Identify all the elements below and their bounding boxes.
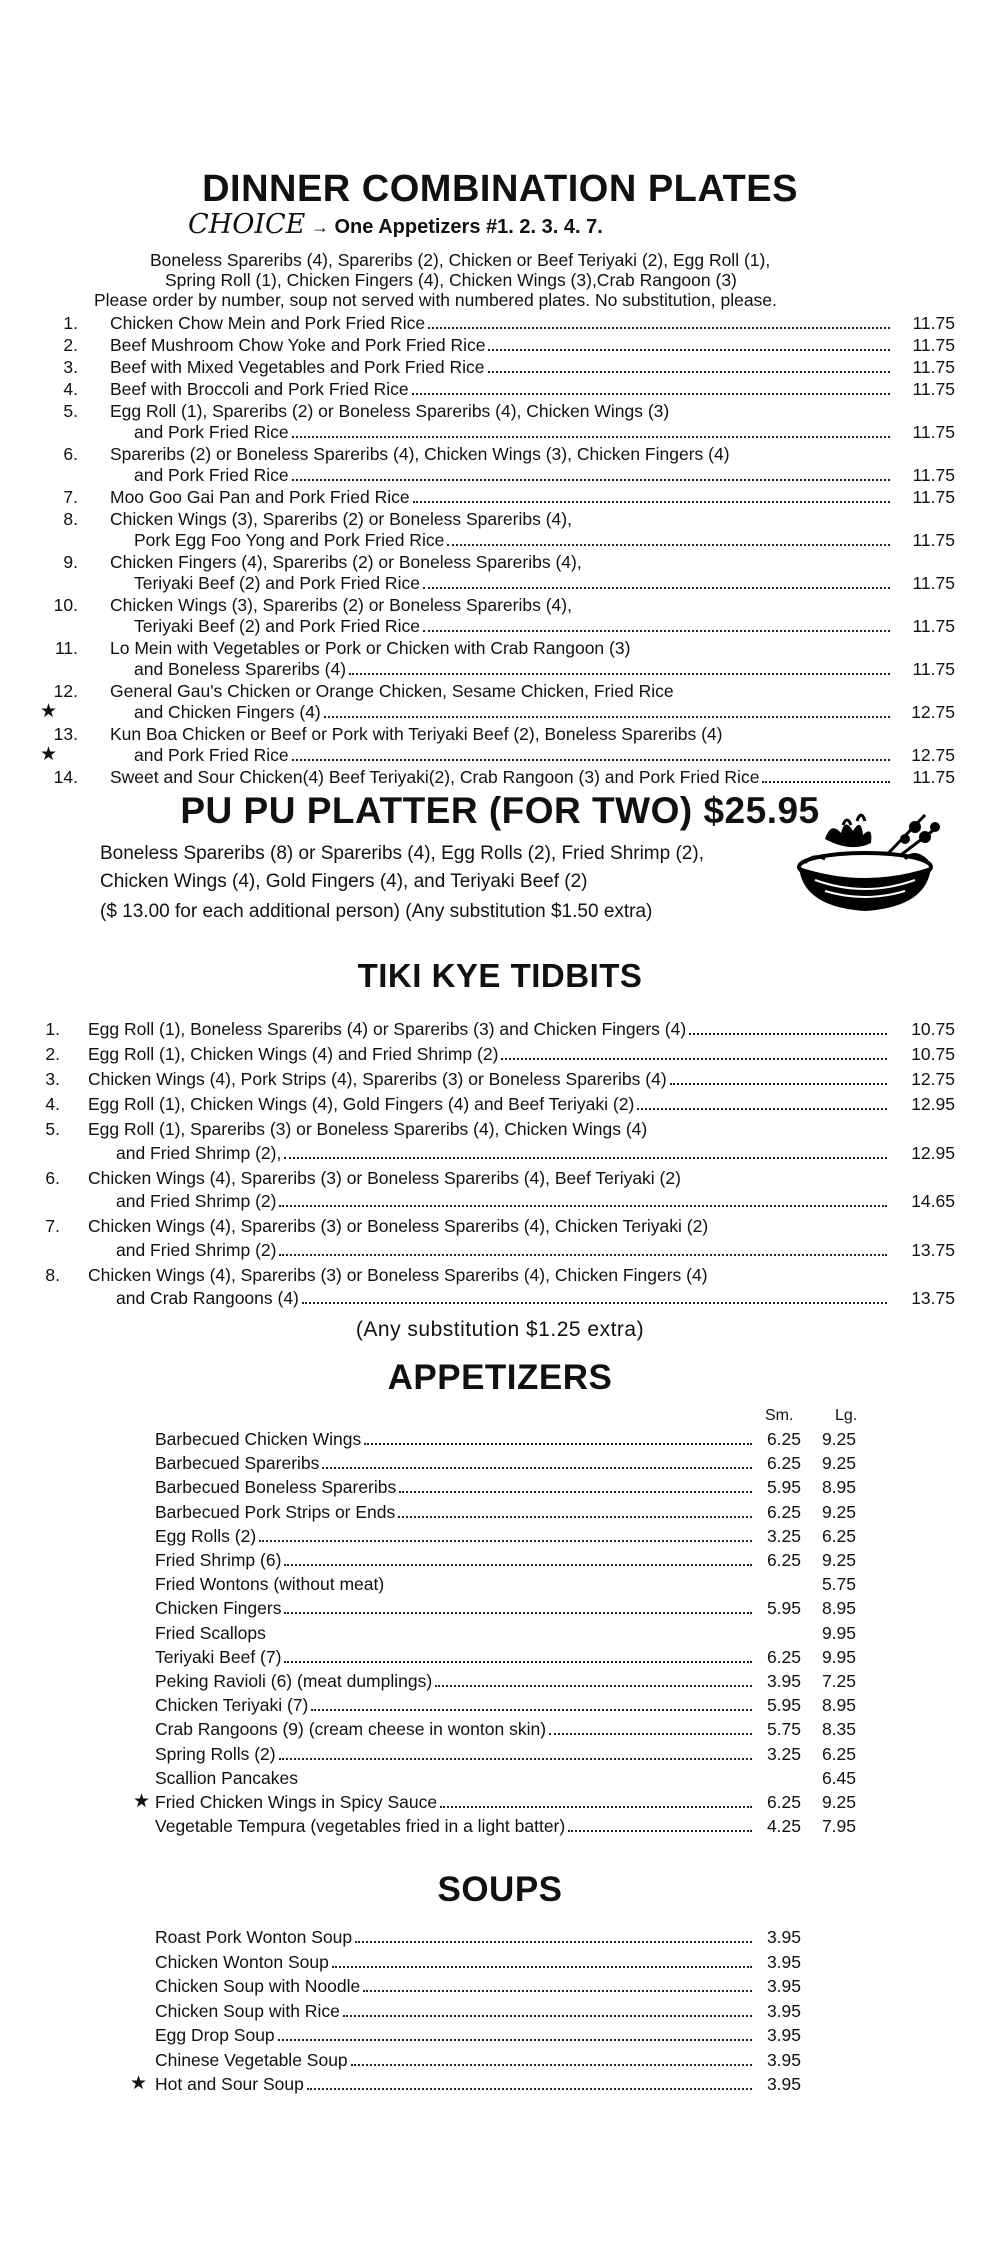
item-description-line-with-price xyxy=(88,1018,890,1040)
appetizer-row xyxy=(155,1525,755,1547)
dot-leader xyxy=(279,1758,752,1760)
dot-leader xyxy=(292,436,890,438)
dot-leader xyxy=(284,1157,887,1159)
soup-row xyxy=(155,1926,755,1948)
dot-leader xyxy=(428,327,890,329)
soup-name: Egg Drop Soup xyxy=(155,2025,275,2045)
dot-leader xyxy=(278,2039,752,2041)
item-description-line-with-price xyxy=(116,1190,890,1212)
dinner-choice-line xyxy=(188,209,603,240)
appetizer-name: Barbecued Chicken Wings xyxy=(155,1429,362,1449)
choice-text: One Appetizers #1. 2. 3. 4. 7. xyxy=(334,216,603,238)
item-description: Chicken Wings (3), Spareribs (2) or Boneless Spareribs (4), xyxy=(110,509,572,529)
item-number: 14. xyxy=(53,767,78,787)
soup-price: 3.95 xyxy=(766,2049,801,2070)
dot-leader xyxy=(447,544,890,546)
appetizer-name: Crab Rangoons (9) (cream cheese in wonton skin) xyxy=(155,1719,547,1740)
item-description-line-with-price xyxy=(88,1093,890,1115)
appetizer-price-small: 6.25 xyxy=(766,1550,801,1570)
item-description-line xyxy=(110,400,669,422)
item-description: Teriyaki Beef (2) and Pork Fried Rice xyxy=(134,573,420,593)
dot-leader xyxy=(343,2015,752,2017)
appetizer-price-small: 6.25 xyxy=(766,1453,801,1474)
item-description-line-with-price xyxy=(88,1068,890,1090)
appetizer-price-large: 9.95 xyxy=(821,1622,856,1643)
item-price: 10.75 xyxy=(911,1019,955,1039)
dot-leader xyxy=(284,1661,752,1663)
appetizer-price-large: 6.25 xyxy=(821,1743,856,1764)
item-number: 5. xyxy=(45,1119,60,1139)
appetizer-row xyxy=(155,1476,755,1498)
dot-leader xyxy=(302,1302,887,1304)
appetizer-price-large: 8.95 xyxy=(821,1477,856,1498)
item-price: 11.75 xyxy=(912,616,955,636)
item-description-line-with-price xyxy=(116,1287,890,1309)
dot-leader xyxy=(501,1058,887,1060)
soup-price: 3.95 xyxy=(766,1976,801,1996)
appetizer-price-large: 6.45 xyxy=(821,1767,856,1788)
dot-leader xyxy=(670,1083,887,1085)
item-description: Chicken Chow Mein and Pork Fried Rice xyxy=(110,313,426,333)
dot-leader xyxy=(435,1685,752,1687)
item-number: 13. xyxy=(53,724,78,744)
item-number: 3. xyxy=(63,357,78,377)
item-description: Beef Mushroom Chow Yoke and Pork Fried Rice xyxy=(110,335,486,355)
appetizer-name: Egg Rolls (2) xyxy=(155,1525,257,1546)
item-price: 11.75 xyxy=(912,357,955,377)
appetizer-name: Barbecued Pork Strips or Ends xyxy=(155,1501,396,1522)
item-description-line xyxy=(110,508,572,530)
item-description: Teriyaki Beef (2) and Pork Fried Rice xyxy=(134,616,420,636)
dot-leader xyxy=(351,2064,752,2066)
item-description-line-with-price xyxy=(116,1239,890,1261)
item-number: 7. xyxy=(63,487,78,507)
item-description: Lo Mein with Vegetables or Pork or Chicken with Crab Rangoon (3) xyxy=(110,638,631,658)
item-number: 3. xyxy=(45,1069,60,1089)
item-description-line-with-price xyxy=(134,464,893,486)
dot-leader xyxy=(311,1709,752,1711)
appetizer-row xyxy=(155,1501,755,1523)
dot-leader xyxy=(637,1108,887,1110)
appetizers-col-sm: Sm. xyxy=(765,1407,794,1424)
appetizer-name: Spring Rolls (2) xyxy=(155,1743,276,1764)
item-price: 11.75 xyxy=(912,465,955,485)
soup-price: 3.95 xyxy=(766,2025,801,2045)
appetizer-name: Scallion Pancakes xyxy=(155,1767,298,1788)
appetizer-row xyxy=(155,1694,755,1716)
soup-name: Roast Pork Wonton Soup xyxy=(155,1927,353,1947)
appetizer-row xyxy=(155,1622,845,1644)
item-number: 2. xyxy=(63,335,78,355)
item-description-line-with-price xyxy=(134,701,893,723)
item-description: Sweet and Sour Chicken(4) Beef Teriyaki(2), Crab Rangoon (3) and Pork Fried Rice xyxy=(110,767,760,787)
pupu-line-2: Chicken Wings (4), Gold Fingers (4), and Teriyaki Beef (2) xyxy=(100,871,588,892)
item-number: 2. xyxy=(45,1044,60,1064)
tiki-title: TIKI KYE TIDBITS xyxy=(357,957,643,994)
item-number: 8. xyxy=(45,1264,60,1285)
dot-leader xyxy=(292,479,890,481)
handwritten-choice: CHOICE xyxy=(188,209,306,240)
dot-leader xyxy=(689,1033,887,1035)
appetizer-price-large: 9.95 xyxy=(821,1646,856,1667)
appetizer-price-large: 8.95 xyxy=(821,1598,856,1619)
item-description: Egg Roll (1), Spareribs (3) or Boneless Spareribs (4), Chicken Wings (4) xyxy=(88,1119,648,1139)
item-description: and Pork Fried Rice xyxy=(134,422,289,442)
appetizer-row xyxy=(155,1718,755,1740)
item-description: Egg Roll (1), Boneless Spareribs (4) or Spareribs (3) and Chicken Fingers (4) xyxy=(88,1019,687,1039)
item-price: 11.75 xyxy=(912,487,955,507)
appetizer-row xyxy=(155,1791,755,1813)
item-description-line-with-price xyxy=(110,766,893,788)
dot-leader xyxy=(259,1540,752,1542)
item-number: 6. xyxy=(45,1167,60,1188)
soup-name: Chicken Soup with Noodle xyxy=(155,1976,361,1996)
appetizer-price-large: 8.95 xyxy=(821,1695,856,1716)
item-description-line-with-price xyxy=(134,744,893,766)
item-number: 6. xyxy=(63,444,78,464)
item-number: 4. xyxy=(63,379,78,399)
pupu-line-1: Boneless Spareribs (8) or Spareribs (4), Egg Rolls (2), Fried Shrimp (2), xyxy=(100,843,704,864)
appetizer-row xyxy=(155,1573,845,1595)
item-description: and Boneless Spareribs (4) xyxy=(134,659,347,679)
item-description-line-with-price xyxy=(110,356,893,378)
item-description: and Fried Shrimp (2) xyxy=(116,1191,277,1211)
item-description-line-with-price xyxy=(116,1142,890,1164)
appetizer-price-small: 4.25 xyxy=(766,1816,801,1837)
dot-leader xyxy=(292,759,890,761)
dot-leader xyxy=(399,1491,752,1493)
appetizer-name: Chicken Teriyaki (7) xyxy=(155,1695,309,1716)
appetizers-title: APPETIZERS xyxy=(387,1358,613,1397)
soup-row xyxy=(155,2024,755,2046)
item-description: Egg Roll (1), Chicken Wings (4), Gold Fingers (4) and Beef Teriyaki (2) xyxy=(88,1094,635,1114)
appetizer-name: Barbecued Boneless Spareribs xyxy=(155,1477,397,1498)
item-description: Beef with Mixed Vegetables and Pork Fried Rice xyxy=(110,357,485,377)
item-description-line-with-price xyxy=(110,486,893,508)
item-price: 11.75 xyxy=(912,530,955,550)
soup-name: Chicken Wonton Soup xyxy=(155,1951,329,1972)
item-number: 8. xyxy=(63,509,78,529)
item-number: 5. xyxy=(63,401,78,421)
appetizer-name: Chicken Fingers xyxy=(155,1598,282,1619)
soup-name: Chicken Soup with Rice xyxy=(155,2000,340,2021)
appetizer-row xyxy=(155,1670,755,1692)
item-price: 14.65 xyxy=(911,1191,955,1211)
dinner-note-2: Spring Roll (1), Chicken Fingers (4), Chicken Wings (3),Crab Rangoon (3) xyxy=(165,270,737,290)
appetizer-price-small: 5.95 xyxy=(766,1598,801,1619)
dot-leader xyxy=(355,1941,752,1943)
item-description: and Fried Shrimp (2) xyxy=(116,1239,277,1260)
item-price: 11.75 xyxy=(912,573,955,593)
soup-row xyxy=(155,2000,755,2022)
dot-leader xyxy=(762,781,890,783)
dot-leader xyxy=(549,1733,752,1735)
dot-leader xyxy=(279,1254,887,1256)
item-price: 12.95 xyxy=(911,1094,955,1114)
dot-leader xyxy=(284,1564,752,1566)
dot-leader xyxy=(568,1830,752,1832)
item-price: 11.75 xyxy=(912,659,955,679)
item-description-line-with-price xyxy=(110,378,893,400)
item-description-line xyxy=(110,723,722,745)
appetizer-price-small: 5.95 xyxy=(766,1695,801,1716)
appetizer-price-small: 3.95 xyxy=(766,1671,801,1691)
appetizer-row xyxy=(155,1743,755,1765)
item-description-line-with-price xyxy=(134,658,893,680)
appetizer-price-large: 8.35 xyxy=(821,1719,856,1740)
item-description: Spareribs (2) or Boneless Spareribs (4), Chicken Wings (3), Chicken Fingers (4) xyxy=(110,444,730,464)
dot-leader xyxy=(324,716,890,718)
choice-arrow-icon: → xyxy=(310,217,329,237)
soup-price: 3.95 xyxy=(766,1927,801,1947)
appetizer-name: Fried Shrimp (6) xyxy=(155,1550,282,1570)
item-description: Chicken Wings (4), Spareribs (3) or Boneless Spareribs (4), Chicken Fingers (4) xyxy=(88,1264,708,1285)
pupu-line-3: ($ 13.00 for each additional person) (Any substitution $1.50 extra) xyxy=(100,901,653,922)
item-description: Chicken Wings (4), Pork Strips (4), Spareribs (3) or Boneless Spareribs (4) xyxy=(88,1069,667,1089)
appetizer-name: Barbecued Spareribs xyxy=(155,1453,320,1474)
item-description-line-with-price xyxy=(134,572,893,594)
item-description: Chicken Wings (4), Spareribs (3) or Boneless Spareribs (4), Chicken Teriyaki (2) xyxy=(88,1216,709,1236)
dinner-title: DINNER COMBINATION PLATES xyxy=(202,168,798,210)
appetizer-row xyxy=(155,1815,755,1837)
appetizer-price-small: 3.25 xyxy=(766,1525,801,1546)
appetizer-price-small: 5.95 xyxy=(766,1477,801,1498)
item-description: and Pork Fried Rice xyxy=(134,745,289,765)
appetizer-price-large: 9.25 xyxy=(821,1501,856,1522)
dot-leader xyxy=(423,587,890,589)
soup-row xyxy=(155,1951,755,1973)
item-price: 12.75 xyxy=(911,702,955,722)
item-number: 10. xyxy=(53,595,78,615)
appetizer-price-large: 9.25 xyxy=(821,1453,856,1474)
item-number: 1. xyxy=(63,313,78,333)
appetizer-name: Fried Wontons (without meat) xyxy=(155,1574,385,1595)
item-description-line-with-price xyxy=(134,421,893,443)
item-description-line-with-price xyxy=(88,1043,890,1065)
appetizer-row xyxy=(155,1597,755,1619)
item-description: Kun Boa Chicken or Beef or Pork with Teriyaki Beef (2), Boneless Spareribs (4) xyxy=(110,724,723,744)
appetizer-price-small: 3.25 xyxy=(766,1743,801,1764)
appetizer-row xyxy=(155,1428,755,1450)
item-description: Egg Roll (1), Chicken Wings (4) and Fried Shrimp (2) xyxy=(88,1044,499,1064)
item-description: and Pork Fried Rice xyxy=(134,465,289,485)
item-price: 11.75 xyxy=(912,767,955,787)
soup-price: 3.95 xyxy=(766,1951,801,1972)
item-description: and Fried Shrimp (2), xyxy=(116,1142,282,1163)
item-description: Chicken Wings (4), Spareribs (3) or Boneless Spareribs (4), Beef Teriyaki (2) xyxy=(88,1167,681,1188)
item-price: 10.75 xyxy=(911,1044,955,1064)
appetizer-price-large: 9.25 xyxy=(821,1792,856,1812)
dot-leader xyxy=(440,1806,752,1808)
item-description-line xyxy=(110,551,582,573)
dot-leader xyxy=(412,393,890,395)
appetizer-price-large: 7.95 xyxy=(821,1816,856,1837)
dot-leader xyxy=(488,349,890,351)
appetizer-row xyxy=(155,1452,755,1474)
soup-row xyxy=(155,1975,755,1997)
item-description: and Crab Rangoons (4) xyxy=(116,1288,299,1308)
appetizer-row xyxy=(155,1549,755,1571)
dot-leader xyxy=(363,1990,752,1992)
dot-leader xyxy=(349,673,890,675)
dot-leader xyxy=(279,1205,887,1207)
dot-leader xyxy=(423,630,890,632)
item-number: 11. xyxy=(54,638,78,658)
item-description: Egg Roll (1), Spareribs (2) or Boneless Spareribs (4), Chicken Wings (3) xyxy=(110,401,670,421)
appetizer-price-small: 5.75 xyxy=(766,1719,801,1740)
soup-price: 3.95 xyxy=(766,2000,801,2021)
soup-name: Hot and Sour Soup xyxy=(155,2074,304,2094)
appetizer-price-large: 9.25 xyxy=(821,1550,856,1570)
item-price: 12.95 xyxy=(911,1142,955,1163)
soup-price: 3.95 xyxy=(766,2074,801,2094)
item-price: 11.75 xyxy=(912,422,955,442)
item-number: 12. xyxy=(53,681,78,701)
dot-leader xyxy=(488,371,891,373)
soup-row xyxy=(155,2073,755,2095)
item-price: 13.75 xyxy=(911,1288,955,1308)
dot-leader xyxy=(413,501,890,503)
item-description: Moo Goo Gai Pan and Pork Fried Rice xyxy=(110,487,410,507)
appetizers-col-lg: Lg. xyxy=(835,1407,858,1424)
item-number: 9. xyxy=(63,552,78,572)
item-description-line-with-price xyxy=(110,312,893,334)
star-icon: ★ xyxy=(133,1791,151,1812)
item-description-line-with-price xyxy=(134,615,893,637)
appetizer-row xyxy=(155,1767,845,1789)
item-description: Chicken Wings (3), Spareribs (2) or Boneless Spareribs (4), xyxy=(110,595,572,615)
appetizer-row xyxy=(155,1646,755,1668)
soups-title: SOUPS xyxy=(437,1870,563,1909)
star-icon: ★ xyxy=(130,2073,148,2094)
item-price: 12.75 xyxy=(911,1069,955,1089)
item-description-line xyxy=(88,1264,708,1286)
pupu-platter-illustration xyxy=(785,805,945,925)
item-description-line xyxy=(88,1118,647,1140)
item-description-line xyxy=(88,1167,681,1189)
dot-leader xyxy=(332,1966,752,1968)
appetizer-price-large: 6.25 xyxy=(821,1525,856,1546)
item-description-line-with-price xyxy=(134,529,893,551)
tiki-note: (Any substitution $1.25 extra) xyxy=(355,1318,645,1341)
soup-row xyxy=(155,2049,755,2071)
appetizer-name: Peking Ravioli (6) (meat dumplings) xyxy=(155,1671,433,1691)
star-icon: ★ xyxy=(40,744,58,765)
pupu-title: PU PU PLATTER (FOR TWO) $25.95 xyxy=(180,790,820,831)
item-description-line-with-price xyxy=(110,334,893,356)
appetizer-price-large: 5.75 xyxy=(821,1574,856,1595)
item-price: 11.75 xyxy=(912,379,955,399)
soup-name: Chinese Vegetable Soup xyxy=(155,2049,348,2070)
item-number: 7. xyxy=(45,1216,60,1236)
appetizer-price-small: 6.25 xyxy=(766,1792,801,1812)
item-description-line xyxy=(110,637,630,659)
item-price: 11.75 xyxy=(912,313,955,333)
dot-leader xyxy=(364,1443,752,1445)
appetizer-name: Vegetable Tempura (vegetables fried in a light batter) xyxy=(155,1816,566,1837)
star-icon: ★ xyxy=(40,701,58,722)
item-description-line xyxy=(88,1215,708,1237)
appetizer-price-small: 6.25 xyxy=(766,1646,801,1667)
item-price: 11.75 xyxy=(912,335,955,355)
item-number: 4. xyxy=(45,1094,60,1114)
appetizer-name: Fried Scallops xyxy=(155,1622,266,1643)
item-price: 12.75 xyxy=(911,745,955,765)
item-description: Pork Egg Foo Yong and Pork Fried Rice xyxy=(134,530,445,550)
dinner-note-1: Boneless Spareribs (4), Spareribs (2), Chicken or Beef Teriyaki (2), Egg Roll (1), xyxy=(150,250,771,270)
appetizer-price-large: 7.25 xyxy=(821,1671,856,1691)
item-description-line xyxy=(110,443,730,465)
item-price: 13.75 xyxy=(911,1239,955,1260)
appetizer-price-small: 6.25 xyxy=(766,1429,801,1449)
dot-leader xyxy=(322,1467,752,1469)
item-description: Beef with Broccoli and Pork Fried Rice xyxy=(110,379,409,399)
dot-leader xyxy=(398,1516,752,1518)
appetizer-price-small: 6.25 xyxy=(766,1501,801,1522)
item-description-line xyxy=(110,594,572,616)
appetizer-name: Fried Chicken Wings in Spicy Sauce xyxy=(155,1792,438,1812)
appetizer-name: Teriyaki Beef (7) xyxy=(155,1646,282,1667)
item-description: General Gau's Chicken or Orange Chicken, Sesame Chicken, Fried Rice xyxy=(110,681,674,701)
item-number: 1. xyxy=(45,1019,60,1039)
dot-leader xyxy=(284,1612,752,1614)
dinner-note-3: Please order by number, soup not served with numbered plates. No substitution, please. xyxy=(94,290,777,310)
item-description: and Chicken Fingers (4) xyxy=(134,702,321,722)
appetizer-price-large: 9.25 xyxy=(821,1429,856,1449)
dot-leader xyxy=(307,2088,752,2090)
item-description: Chicken Fingers (4), Spareribs (2) or Boneless Spareribs (4), xyxy=(110,552,582,572)
item-description-line xyxy=(110,680,674,702)
